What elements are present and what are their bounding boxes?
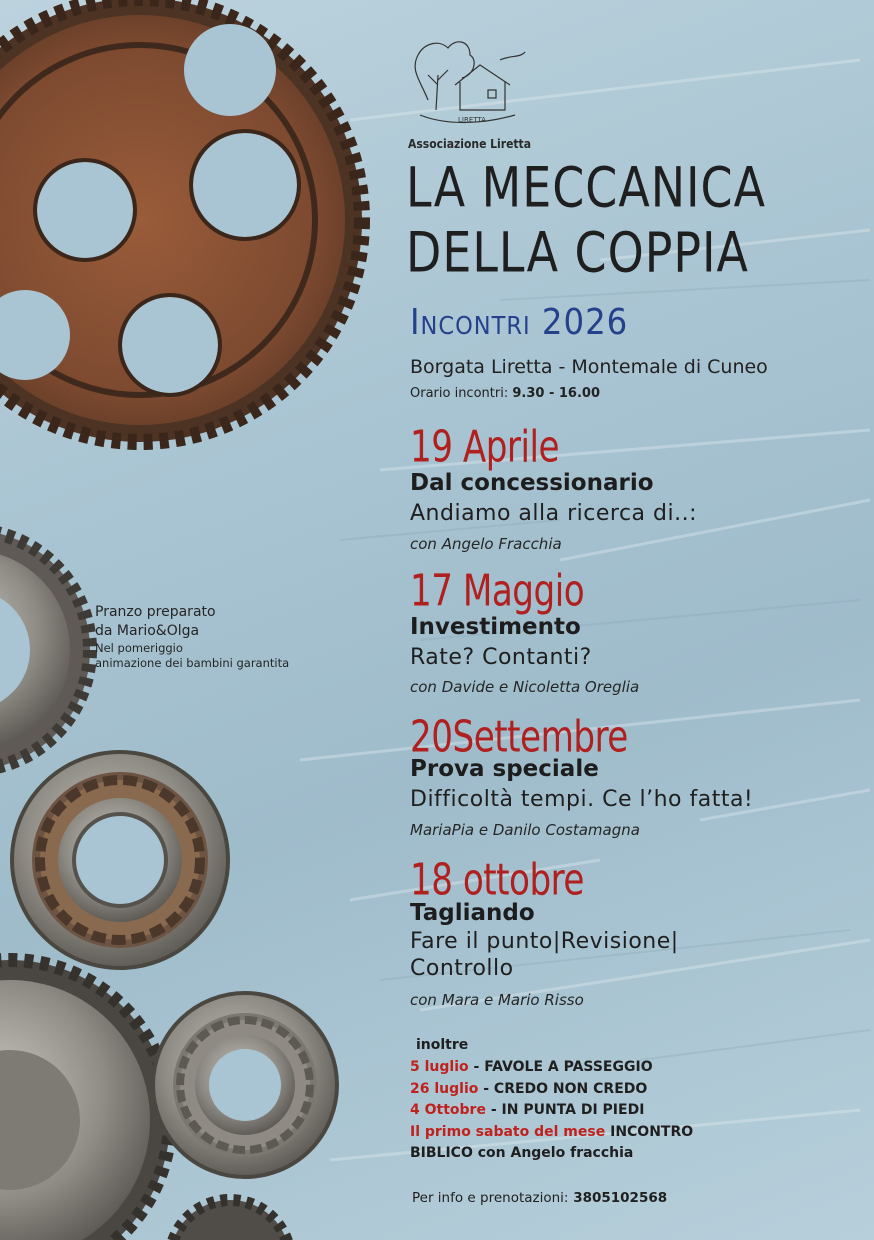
extra-item-date: 4 Ottobre <box>410 1102 486 1118</box>
location: Borgata Liretta - Montemale di Cuneo <box>410 356 768 378</box>
event-title: Investimento <box>410 614 581 640</box>
lunch-line-1: Pranzo preparato <box>95 604 216 620</box>
bible-meeting <box>410 1122 693 1144</box>
extra-list <box>410 1057 693 1165</box>
small-gear <box>0 530 90 770</box>
lunch-note-1: Nel pomeriggio <box>95 641 183 655</box>
extra-item-text: IN PUNTA DI PIEDI <box>501 1102 645 1118</box>
lunch-note-2: animazione dei bambini garantita <box>95 656 290 670</box>
page-title <box>406 157 766 287</box>
event-subtitle <box>410 928 679 982</box>
contact-label: Per info e prenotazioni: <box>412 1190 569 1206</box>
extra-item-date: 26 luglio <box>410 1080 479 1097</box>
liretta-logo <box>400 30 530 126</box>
title-line-1: LA MECCANICA <box>406 157 766 221</box>
event-date: 18 ottobre <box>410 854 584 905</box>
extra-item-date: 5 luglio <box>410 1059 469 1075</box>
hours <box>410 386 600 401</box>
extra-heading: inoltre <box>416 1037 469 1053</box>
event-host: con Davide e Nicoletta Oreglia <box>410 678 640 696</box>
event-subtitle-line-2: Controllo <box>410 956 514 981</box>
event-date: 19 Aprile <box>410 421 560 472</box>
event-host: con Angelo Fracchia <box>410 535 562 553</box>
large-gear <box>0 0 362 442</box>
contact-info <box>412 1190 667 1206</box>
title-line-2: DELLA COPPIA <box>406 221 749 286</box>
event-title: Tagliando <box>410 900 535 926</box>
event-host: MariaPia e Danilo Costamagna <box>410 821 640 839</box>
logo-text: LIRETTA <box>458 116 486 124</box>
lunch-line-2: da Mario&Olga <box>95 623 200 639</box>
extra-item <box>410 1100 693 1122</box>
bottom-gear <box>0 960 170 1240</box>
extra-item <box>410 1057 693 1079</box>
event-title: Prova speciale <box>410 756 599 782</box>
extra-item-text: CREDO NON CREDO <box>493 1080 648 1097</box>
event-subtitle: Difficoltà tempi. Ce l’ho fatta! <box>410 787 754 812</box>
event-title: Dal concessionario <box>410 470 654 496</box>
extra-item-separator: - <box>485 1102 502 1118</box>
extra-item-separator: - <box>468 1059 485 1075</box>
subtitle: Incontri 2026 <box>410 302 629 343</box>
event-subtitle: Andiamo alla ricerca di..: <box>410 501 698 526</box>
bible-meeting-line-2: BIBLICO con Angelo fracchia <box>410 1145 634 1161</box>
event-host: con Mara e Mario Risso <box>410 991 584 1009</box>
lunch-note <box>95 603 289 671</box>
event-date: 20Settembre <box>410 711 628 762</box>
event-subtitle: Rate? Contanti? <box>410 645 592 670</box>
ball-bearing <box>12 752 228 968</box>
bible-meeting-text: INCONTRO <box>605 1123 694 1140</box>
event-date: 17 Maggio <box>410 565 585 616</box>
hours-label: Orario incontri: <box>410 386 509 401</box>
bible-meeting-when: Il primo sabato del mese <box>410 1123 606 1140</box>
hours-value: 9.30 - 16.00 <box>512 386 601 401</box>
extra-item-separator: - <box>478 1080 494 1097</box>
contact-phone: 3805102568 <box>573 1190 668 1206</box>
event-subtitle-line-1: Fare il punto|Revisione| <box>410 929 679 954</box>
extra-item-text: FAVOLE A PASSEGGIO <box>484 1059 653 1075</box>
association-name: Associazione Liretta <box>408 137 532 151</box>
extra-item <box>410 1079 693 1101</box>
ball-bearing-2 <box>153 993 337 1177</box>
